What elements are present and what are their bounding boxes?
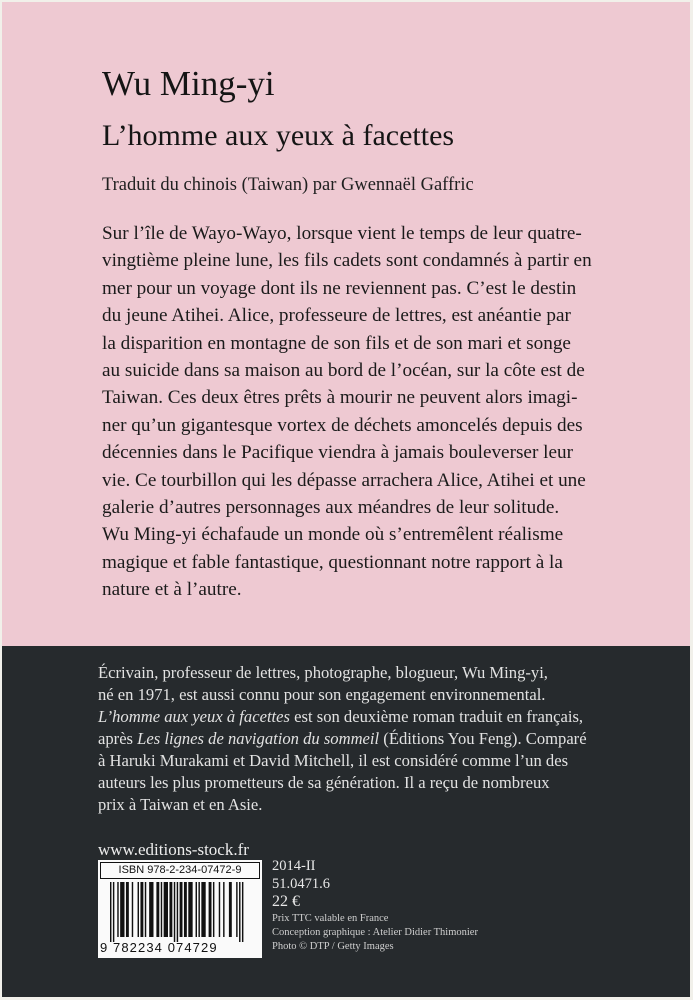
synopsis-line: vingtième pleine lune, les fils cadets sont condamnés à partir en [102, 250, 592, 272]
publisher-website: www.editions-stock.fr [98, 840, 249, 859]
barcode-bar [149, 882, 153, 937]
bio-book-title: L’homme aux yeux à facettes [98, 707, 290, 726]
barcode-remaining-digits: 782234 074729 [113, 940, 218, 955]
book-back-cover [2, 2, 690, 997]
synopsis-line: au suicide dans sa maison au bord de l’océan, sur la côte est de [102, 360, 585, 382]
synopsis-line: du jeune Atihei. Alice, professeure de lettres, est anéantie par [102, 305, 571, 327]
barcode-bar [156, 882, 159, 937]
barcode-bar [242, 882, 243, 942]
bio-line: à Haruki Murakami et David Mitchell, il est considéré comme l’un des [98, 751, 569, 770]
barcode-bar [164, 882, 168, 937]
barcode-bar [229, 882, 232, 937]
synopsis-line: vie. Ce tourbillon qui les dépasse arrachera Alice, Atihei et une [102, 469, 586, 491]
barcode-bar [132, 882, 133, 937]
barcode-bar [198, 882, 199, 937]
barcode-bar [209, 882, 212, 937]
synopsis-line: magique et fable fantastique, questionnant notre rapport à la [102, 551, 563, 573]
barcode-bar [126, 882, 129, 937]
barcode-bar [177, 882, 178, 942]
barcode-bar [213, 882, 214, 937]
price: 22 € [272, 893, 300, 910]
barcode-bar [184, 882, 187, 937]
synopsis-line: Wu Ming-yi échafaude un monde où s’entremêlent réalisme [102, 524, 564, 546]
bio-text: est son deuxième roman traduit en français, [290, 707, 584, 726]
synopsis-line: Taiwan. Ces deux êtres prêts à mourir ne peuvent alors imagi- [102, 387, 578, 409]
bio-text: après [98, 729, 138, 748]
barcode-bar [113, 882, 114, 942]
bio-line: né en 1971, est aussi connu pour son engagement environnemental. [98, 685, 546, 704]
edition-codes [272, 857, 330, 911]
barcode-bar [169, 882, 172, 937]
barcode-bar [196, 882, 197, 937]
synopsis-line: décennies dans le Pacifique viendra à jamais bouleverser leur [102, 442, 573, 464]
edition-code: 2014-II [272, 858, 316, 874]
book-title: L’homme aux yeux à facettes [102, 119, 455, 152]
reference-number: 51.0471.6 [272, 876, 330, 892]
photo-credit: Photo © DTP / Getty Images [272, 941, 394, 952]
barcode-bar [236, 882, 237, 937]
barcode-bar [219, 882, 220, 937]
design-credits [272, 912, 478, 954]
barcode-bar [188, 882, 192, 937]
barcode-bar [120, 882, 124, 937]
bio-line [98, 706, 618, 728]
barcode-bar [174, 882, 175, 942]
bio-text: (Éditions You Feng). Comparé [379, 729, 587, 748]
barcode-bar [161, 882, 162, 937]
barcode-icon [110, 882, 252, 942]
barcode-bar [239, 882, 240, 942]
pink-panel [2, 2, 690, 646]
bio-line [98, 728, 618, 750]
barcode-bar [138, 882, 139, 937]
author-biography [98, 662, 618, 816]
price-note: Prix TTC valable en France [272, 913, 389, 924]
barcode-bar [201, 882, 205, 937]
isbn-number: ISBN 978-2-234-07472-9 [100, 862, 260, 879]
barcode-first-digit: 9 [100, 940, 109, 955]
synopsis [102, 220, 632, 604]
barcode-bar [110, 882, 111, 942]
barcode-bar [140, 882, 143, 937]
barcode-bar [117, 882, 118, 937]
synopsis-line: mer pour un voyage dont ils ne reviennent pas. C’est le destin [102, 277, 577, 299]
design-credit: Conception graphique : Atelier Didier Thimonier [272, 927, 478, 938]
author-name: Wu Ming-yi [102, 64, 275, 103]
bio-book-title: Les lignes de navigation du sommeil [137, 729, 380, 748]
barcode-bar [180, 882, 183, 937]
barcode-bar [223, 882, 224, 937]
synopsis-line: galerie d’autres personnages aux méandres de leur solitude. [102, 497, 560, 519]
bio-line: Écrivain, professeur de lettres, photographe, blogueur, Wu Ming-yi, [98, 663, 548, 682]
synopsis-line: la disparition en montagne de son fils et de son mari et songe [102, 332, 571, 354]
synopsis-line: Sur l’île de Wayo-Wayo, lorsque vient le temps de leur quatre- [102, 223, 582, 244]
bio-line: prix à Taiwan et en Asie. [98, 795, 263, 814]
bio-line: auteurs les plus prometteurs de sa génération. Il a reçu de nombreux [98, 773, 550, 792]
synopsis-line: nature et à l’autre. [102, 579, 242, 601]
translator-credit: Traduit du chinois (Taiwan) par Gwennaël Gaffric [102, 175, 474, 195]
synopsis-line: ner qu’un gigantesque vortex de déchets amoncelés depuis des [102, 414, 583, 436]
barcode-bar [145, 882, 146, 937]
barcode-label [98, 860, 262, 958]
